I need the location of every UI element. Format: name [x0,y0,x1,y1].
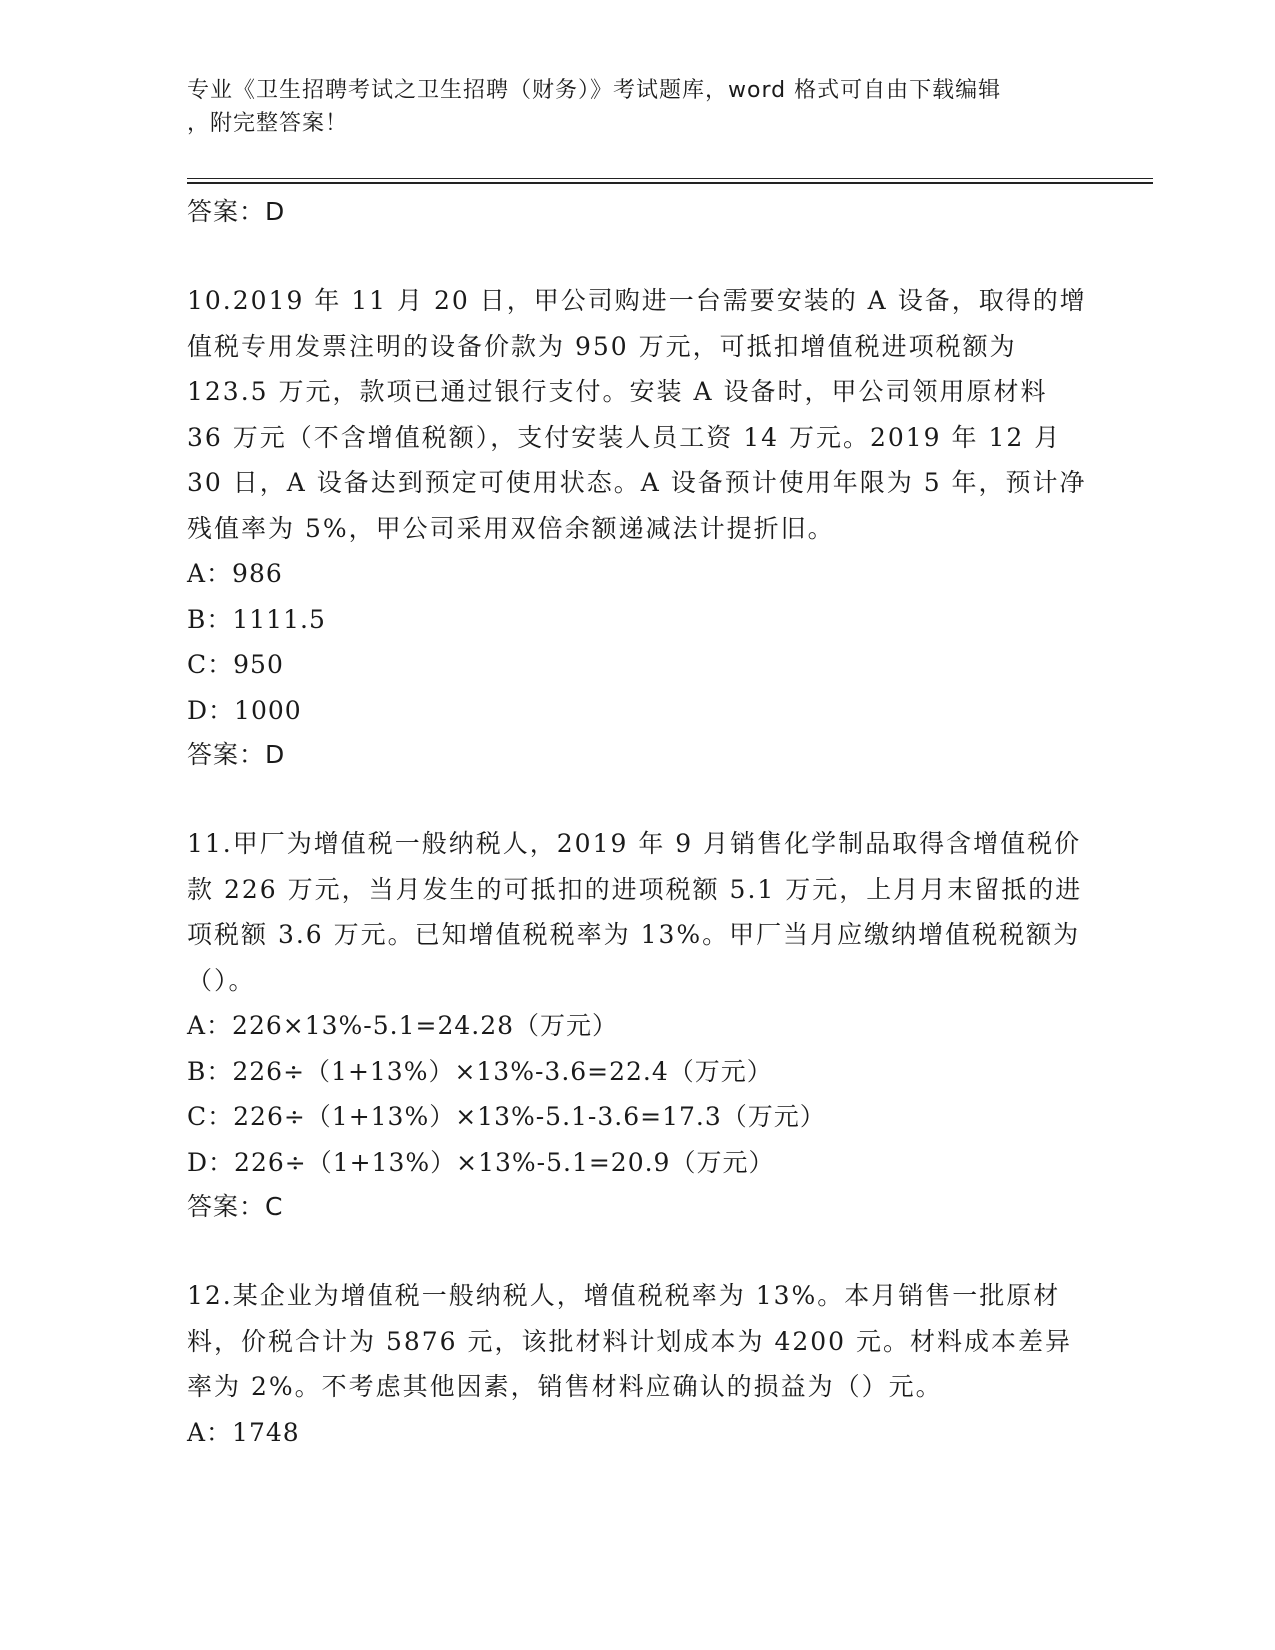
option-d: D：1000 [187,695,302,725]
header-divider-thick [187,182,1153,184]
question-list [187,190,1087,1455]
header-line-2: ，附完整答案！ [187,111,349,136]
option-a: A：226×13%-5.1=24.28（万元） [187,1011,619,1040]
question-11 [187,821,1087,1229]
question-12 [187,1273,1087,1455]
header-line-1: 专业《卫生招聘考试之卫生招聘（财务）》考试题库，word 格式可自由下载编辑 [187,78,1002,103]
option-d: D：226÷（1+13%）×13%-5.1=20.9（万元） [187,1147,775,1177]
question-stem: 10.2019 年 11 月 20 日，甲公司购进一台需要安装的 A 设备，取得的增值税专用发票注明的设备价款为 950 万元，可抵扣增值税进项税额为 123.5 万元，款项已通过银行支付。安装 A 设备时，甲公司领用原材料 36 万元（不含增值税额），支付安装人员工资 14 万元。2019 年 12 月 30 日，A 设备达到预定可使用状态。A 设备预计使用年限为 5 年，预计净残值率为 5%，甲公司采用双倍余额递减法计提折旧。 [187,286,1087,543]
question-answer: 答案：C [187,1192,284,1221]
question-answer: 答案：D [187,740,286,769]
option-c: C：226÷（1+13%）×13%-5.1-3.6=17.3（万元） [187,1102,826,1131]
spacer [187,1229,1087,1273]
spacer [187,234,1087,278]
option-c: C：950 [187,650,284,679]
page-header [187,74,1087,140]
option-b: B：1111.5 [187,604,326,634]
question-10 [187,278,1087,777]
question-stem: 11.甲厂为增值税一般纳税人，2019 年 9 月销售化学制品取得含增值税价款 226 万元，当月发生的可抵扣的进项税额 5.1 万元，上月月末留抵的进项税额 3.6 万元。已知增值税税率为 13%。甲厂当月应缴纳增值税税额为（）。 [187,829,1083,995]
option-a: A：1748 [187,1417,300,1447]
previous-answer: 答案：D [187,197,286,226]
option-b: B：226÷（1+13%）×13%-3.6=22.4（万元） [187,1056,773,1086]
header-divider-thin [187,178,1153,179]
spacer [187,777,1087,821]
option-a: A：986 [187,559,283,588]
question-stem: 12.某企业为增值税一般纳税人，增值税税率为 13%。本月销售一批原材料，价税合计为 5876 元，该批材料计划成本为 4200 元。材料成本差异率为 2%。不考虑其他因素，销售材料应确认的损益为（）元。 [187,1281,1073,1401]
